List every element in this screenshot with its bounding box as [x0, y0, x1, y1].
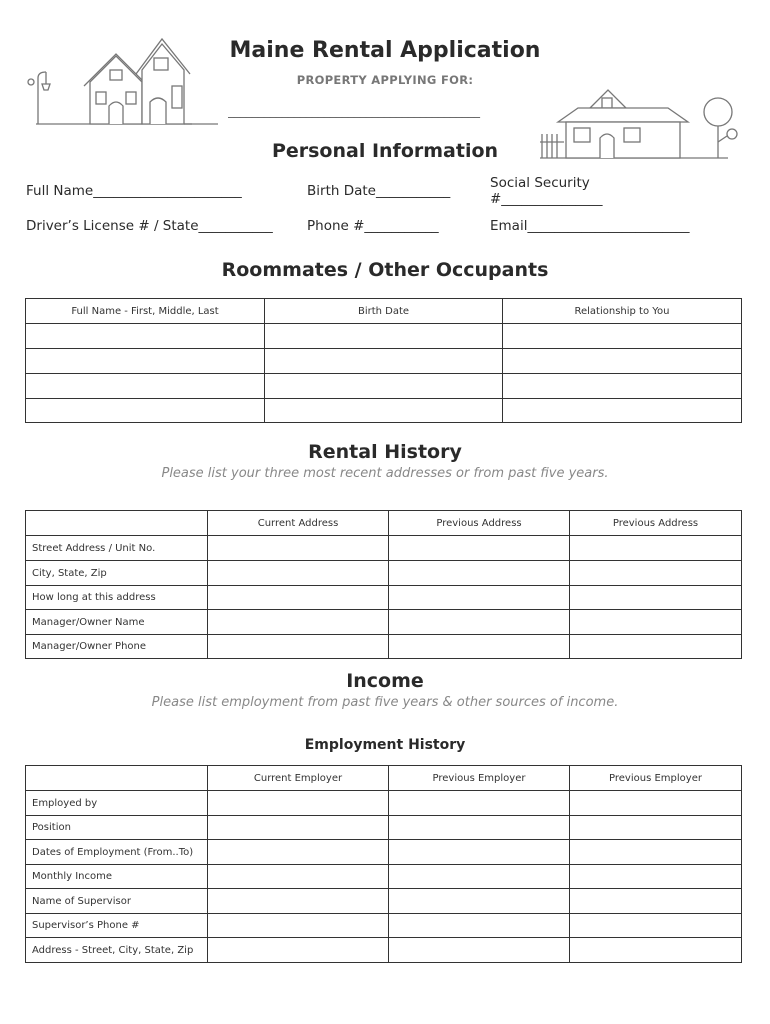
rental-history-note: Please list your three most recent addresses or from past five years.: [161, 466, 609, 481]
table-cell: [26, 511, 208, 536]
row-label: Manager/Owner Phone: [26, 635, 208, 659]
table-cell[interactable]: [389, 536, 570, 561]
table-cell[interactable]: [26, 399, 265, 423]
table-cell[interactable]: [265, 399, 503, 423]
table-row: [26, 586, 742, 610]
income-note: Please list employment from past five years & other sources of income.: [151, 695, 619, 710]
table-cell[interactable]: [503, 349, 742, 374]
property-input-line[interactable]: __________________________________________: [228, 104, 480, 118]
table-cell[interactable]: [503, 399, 742, 423]
table-cell[interactable]: [389, 791, 570, 816]
table-cell[interactable]: [389, 635, 570, 659]
property-label: PROPERTY APPLYING FOR:: [296, 73, 474, 87]
table-cell[interactable]: [570, 586, 742, 610]
employment-history-heading: Employment History: [304, 737, 466, 753]
roommates-table: [25, 298, 742, 423]
table-cell[interactable]: [265, 374, 503, 399]
table-cell[interactable]: [570, 610, 742, 635]
email-field[interactable]: Email________________________: [490, 218, 690, 234]
table-row: [26, 914, 742, 938]
page-title: Maine Rental Application: [229, 38, 541, 63]
table-cell[interactable]: [389, 561, 570, 586]
row-label: Address - Street, City, State, Zip: [26, 938, 208, 963]
table-cell[interactable]: [208, 914, 389, 938]
table-cell[interactable]: [389, 938, 570, 963]
column-header: Current Employer: [208, 766, 389, 791]
birth-date-field[interactable]: Birth Date___________: [307, 183, 451, 199]
table-row: [26, 610, 742, 635]
employment-history-table: [25, 765, 742, 963]
table-cell[interactable]: [503, 374, 742, 399]
table-cell: [26, 766, 208, 791]
table-cell[interactable]: [208, 586, 389, 610]
row-label: Manager/Owner Name: [26, 610, 208, 635]
table-cell[interactable]: [208, 865, 389, 889]
table-header-row: [26, 766, 742, 791]
table-row: [26, 865, 742, 889]
personal-info-heading: Personal Information: [271, 140, 499, 162]
table-row: [26, 536, 742, 561]
table-cell[interactable]: [26, 349, 265, 374]
table-cell[interactable]: [570, 536, 742, 561]
table-cell[interactable]: [570, 938, 742, 963]
ssn-label: Social Security: [490, 175, 590, 191]
row-label: Supervisor’s Phone #: [26, 914, 208, 938]
table-header-row: [26, 299, 742, 324]
row-label: Position: [26, 816, 208, 840]
row-label: City, State, Zip: [26, 561, 208, 586]
column-header: Previous Employer: [570, 766, 742, 791]
table-cell[interactable]: [208, 561, 389, 586]
table-header-row: [26, 511, 742, 536]
table-cell[interactable]: [389, 816, 570, 840]
table-row: [26, 324, 742, 349]
table-cell[interactable]: [570, 816, 742, 840]
table-cell[interactable]: [208, 536, 389, 561]
table-cell[interactable]: [389, 889, 570, 914]
income-heading: Income: [346, 670, 424, 692]
table-cell[interactable]: [265, 324, 503, 349]
row-label: Street Address / Unit No.: [26, 536, 208, 561]
table-row: [26, 399, 742, 423]
roommates-heading: Roommates / Other Occupants: [221, 259, 549, 281]
ssn-field[interactable]: [490, 175, 603, 207]
table-cell[interactable]: [570, 840, 742, 865]
table-cell[interactable]: [389, 914, 570, 938]
column-header: Birth Date: [265, 299, 503, 324]
table-cell[interactable]: [570, 635, 742, 659]
table-row: [26, 938, 742, 963]
table-row: [26, 791, 742, 816]
row-label: How long at this address: [26, 586, 208, 610]
column-header: Full Name - First, Middle, Last: [26, 299, 265, 324]
ssn-line: #_______________: [490, 191, 603, 207]
table-row: [26, 374, 742, 399]
table-cell[interactable]: [389, 610, 570, 635]
table-cell[interactable]: [208, 791, 389, 816]
table-cell[interactable]: [570, 914, 742, 938]
table-row: [26, 635, 742, 659]
table-cell[interactable]: [570, 791, 742, 816]
table-cell[interactable]: [208, 938, 389, 963]
table-row: [26, 889, 742, 914]
column-header: Relationship to You: [503, 299, 742, 324]
rental-history-heading: Rental History: [308, 441, 462, 463]
table-cell[interactable]: [208, 889, 389, 914]
row-label: Dates of Employment (From..To): [26, 840, 208, 865]
table-cell[interactable]: [570, 865, 742, 889]
column-header: Previous Address: [389, 511, 570, 536]
table-cell[interactable]: [389, 586, 570, 610]
table-cell[interactable]: [208, 816, 389, 840]
rental-history-table: [25, 510, 742, 659]
table-cell[interactable]: [208, 635, 389, 659]
row-label: Employed by: [26, 791, 208, 816]
full-name-field[interactable]: Full Name______________________: [26, 183, 242, 199]
table-cell[interactable]: [570, 889, 742, 914]
table-cell[interactable]: [389, 865, 570, 889]
table-cell[interactable]: [208, 840, 389, 865]
table-row: [26, 840, 742, 865]
table-cell[interactable]: [26, 374, 265, 399]
table-row: [26, 349, 742, 374]
table-cell[interactable]: [389, 840, 570, 865]
row-label: Name of Supervisor: [26, 889, 208, 914]
column-header: Previous Address: [570, 511, 742, 536]
table-cell[interactable]: [26, 324, 265, 349]
drivers-license-field[interactable]: Driver’s License # / State___________: [26, 218, 273, 234]
table-cell[interactable]: [208, 610, 389, 635]
row-label: Monthly Income: [26, 865, 208, 889]
column-header: Current Address: [208, 511, 389, 536]
table-cell[interactable]: [570, 561, 742, 586]
phone-field[interactable]: Phone #___________: [307, 218, 439, 234]
column-header: Previous Employer: [389, 766, 570, 791]
table-cell[interactable]: [265, 349, 503, 374]
table-cell[interactable]: [503, 324, 742, 349]
table-row: [26, 816, 742, 840]
table-row: [26, 561, 742, 586]
